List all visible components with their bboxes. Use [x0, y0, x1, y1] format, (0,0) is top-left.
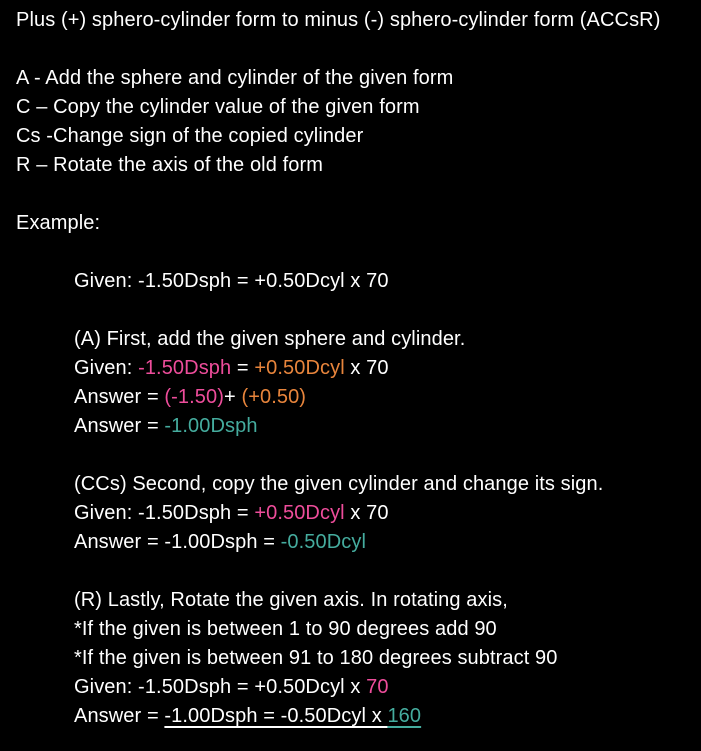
final-answer-underlined: -1.00Dsph = -0.50Dcyl x [164, 705, 388, 727]
blank-line [16, 557, 687, 586]
blank-line [16, 296, 687, 325]
section-a-given-line [16, 354, 687, 383]
given-prefix: Given: -1.50Dsph = +0.50Dcyl x [74, 676, 367, 698]
rule-add: A - Add the sphere and cylinder of the given form [16, 67, 454, 89]
example-label: Example: [16, 212, 101, 234]
given-axis-suffix: x 70 [344, 502, 389, 524]
sphere-term: (-1.50) [164, 386, 224, 408]
blank-line [16, 35, 687, 64]
page-title: Plus (+) sphero-cylinder form to minus (-) sphero-cylinder form (ACCsR) [16, 9, 661, 31]
given-prefix: Given: -1.50Dsph = [74, 502, 255, 524]
rule-copy: C – Copy the cylinder value of the given form [16, 96, 420, 118]
answer-prefix: Answer = [74, 705, 165, 727]
section-a-answer-result-line [16, 412, 687, 441]
section-a-answer-sum-line [16, 383, 687, 412]
blank-line [16, 441, 687, 470]
section-r-note-2: *If the given is between 91 to 180 degrees subtract 90 [74, 647, 558, 669]
rule-change-sign: Cs -Change sign of the copied cylinder [16, 125, 364, 147]
answer-prefix: Answer = -1.00Dsph = [74, 531, 281, 553]
section-r-answer-line [16, 702, 687, 731]
final-axis-value: 160 [387, 705, 422, 727]
given-cylinder-value: +0.50Dcyl [254, 357, 345, 379]
blank-line [16, 180, 687, 209]
section-a-header: (A) First, add the given sphere and cylinder. [74, 328, 466, 350]
given-axis-suffix: x 70 [344, 357, 389, 379]
answer-prefix: Answer = [74, 386, 165, 408]
given-prefix: Given: [74, 357, 139, 379]
section-ccs-header: (CCs) Second, copy the given cylinder and change its sign. [74, 473, 604, 495]
blank-line [16, 238, 687, 267]
section-ccs-given-line [16, 499, 687, 528]
section-ccs-answer-line [16, 528, 687, 557]
given-sphere-value: -1.50Dsph [138, 357, 232, 379]
cylinder-term: (+0.50) [241, 386, 307, 408]
section-r-given-line [16, 673, 687, 702]
section-r-header: (R) Lastly, Rotate the given axis. In rotating axis, [74, 589, 508, 611]
given-intro-line: Given: -1.50Dsph = +0.50Dcyl x 70 [74, 270, 389, 292]
rule-rotate: R – Rotate the axis of the old form [16, 154, 323, 176]
answer-cylinder-result: -0.50Dcyl [280, 531, 367, 553]
plus-sign: + [224, 386, 242, 408]
given-axis-value: 70 [366, 676, 389, 698]
answer-prefix: Answer = [74, 415, 165, 437]
given-cylinder-value: +0.50Dcyl [254, 502, 345, 524]
equals-sign: = [231, 357, 255, 379]
section-r-note-1: *If the given is between 1 to 90 degrees add 90 [74, 618, 497, 640]
answer-sphere-result: -1.00Dsph [164, 415, 258, 437]
